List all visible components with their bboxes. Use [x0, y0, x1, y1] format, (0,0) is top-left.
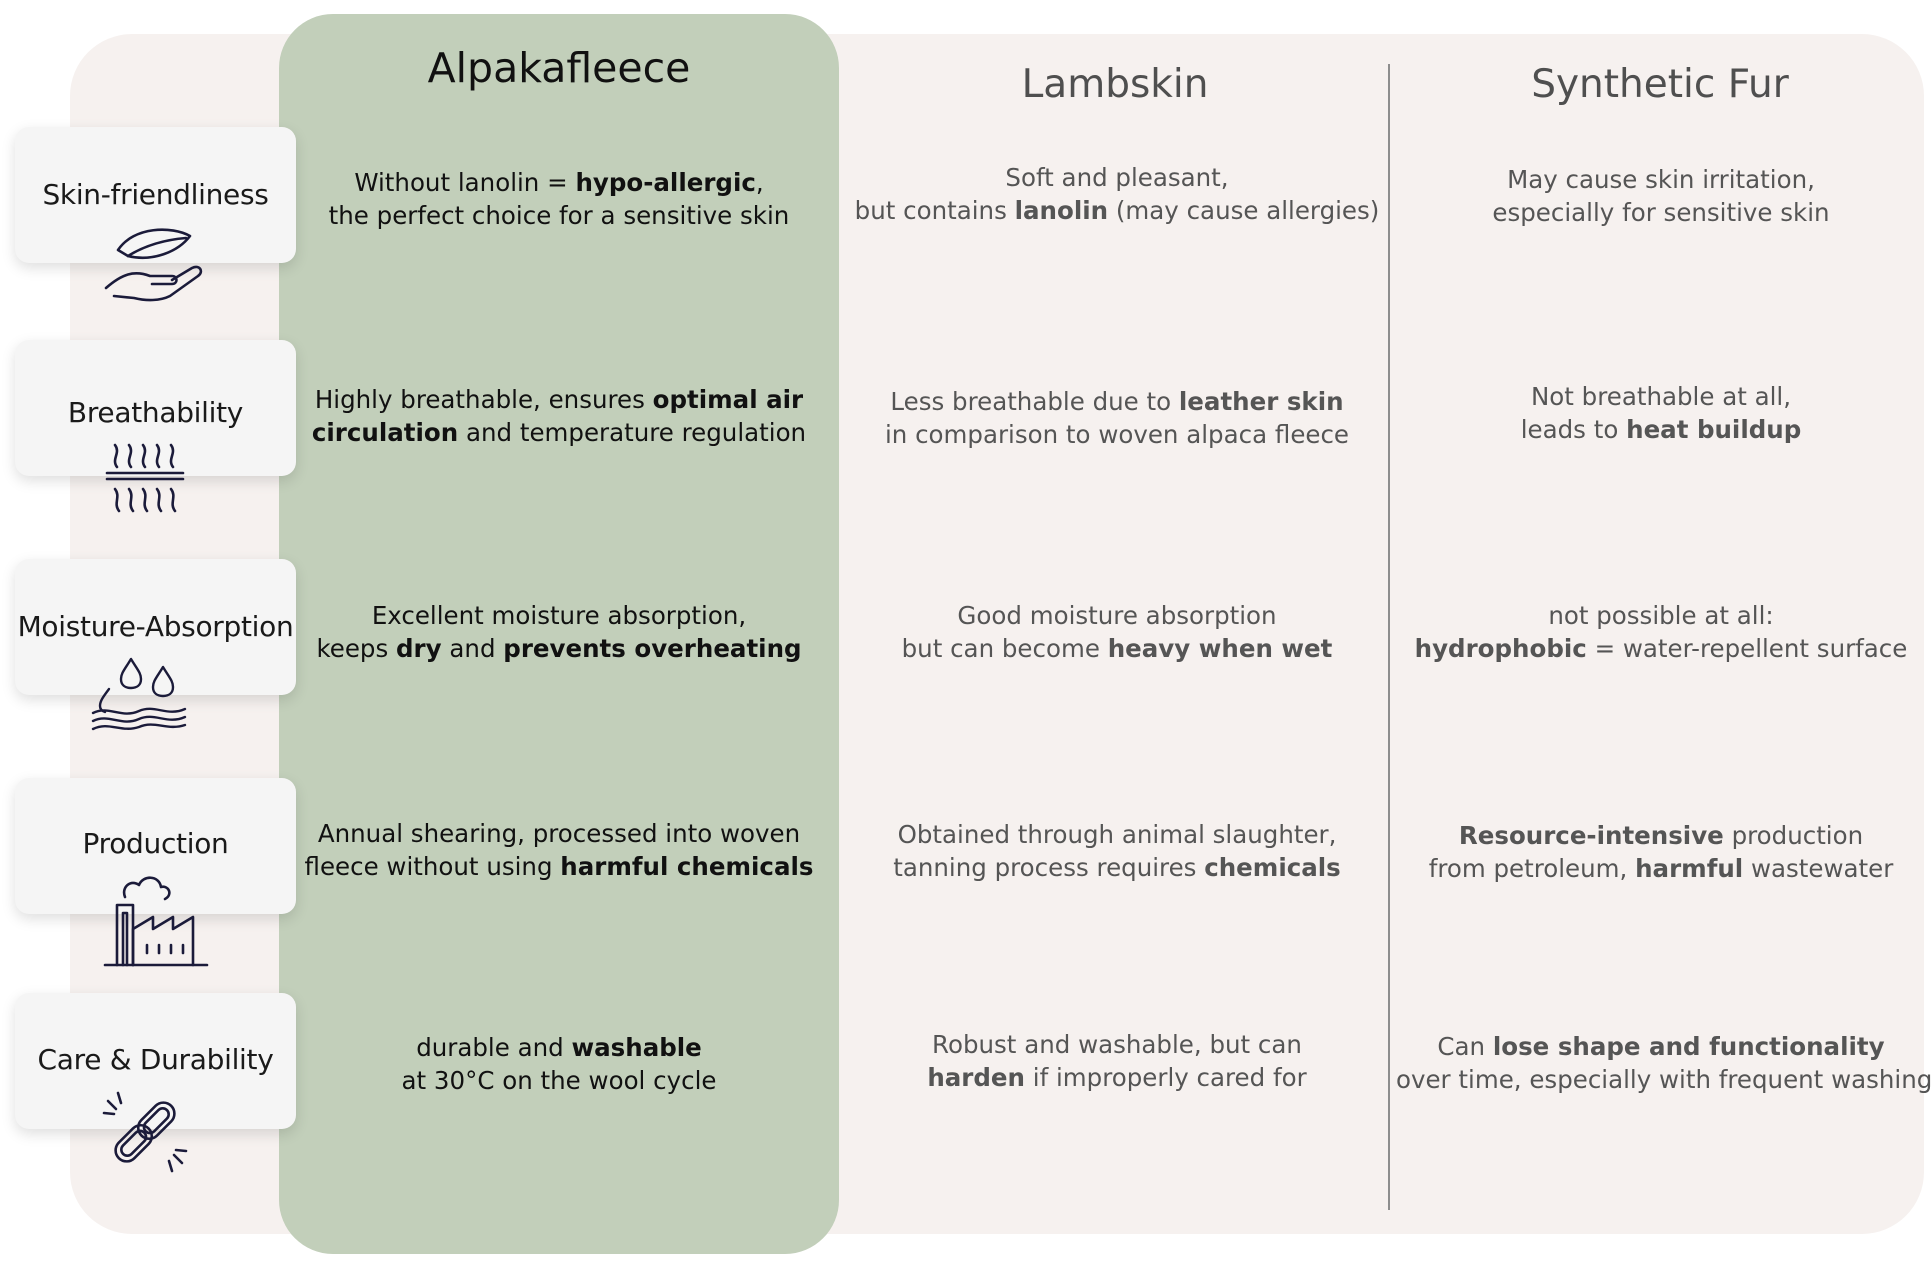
cell-text: Highly breathable, ensures: [314, 385, 653, 414]
header-alpakafleece: Alpakafleece: [427, 44, 691, 92]
cell-text: production: [1723, 821, 1864, 850]
cell-alpaca-moisture-absorption: [279, 599, 839, 665]
cell-text-bold: harden: [927, 1063, 1025, 1093]
cell-text-bold: hypo-allergic: [575, 168, 756, 197]
cell-line: [279, 817, 839, 850]
category-label-care-durability: Care & Durability: [37, 1043, 274, 1076]
cell-text-bold: chemicals: [1204, 853, 1341, 883]
column-divider: [1388, 64, 1390, 1210]
cell-text: but can become: [901, 634, 1108, 664]
chain-link-icon: [100, 1087, 190, 1177]
cell-text: Good moisture absorption: [957, 601, 1277, 630]
cell-text: keeps: [316, 634, 397, 664]
cell-text-bold: heavy when wet: [1107, 634, 1333, 664]
cell-text: Without lanolin =: [354, 168, 576, 197]
cell-lambskin-moisture-absorption: [852, 599, 1382, 665]
cell-text: Can: [1437, 1032, 1493, 1061]
cell-line: [852, 599, 1382, 632]
cell-line: [1396, 819, 1926, 852]
cell-text: if improperly cared for: [1024, 1063, 1307, 1093]
cell-text: (may cause allergies): [1108, 196, 1380, 226]
cell-text: Robust and washable, but can: [932, 1030, 1302, 1059]
cell-line: [1396, 413, 1926, 446]
cell-line: [1396, 599, 1926, 632]
factory-icon: [103, 869, 211, 969]
cell-synthetic-breathability: [1396, 380, 1926, 446]
cell-line: [1396, 196, 1926, 229]
cell-text: Excellent moisture absorption,: [371, 601, 747, 630]
cell-text: Less breathable due to: [890, 387, 1179, 416]
cell-text: Soft and pleasant,: [1005, 163, 1229, 192]
category-label-production: Production: [82, 827, 229, 860]
cell-line: [852, 385, 1382, 418]
cell-text: from petroleum,: [1428, 854, 1636, 884]
cell-text: fleece without using: [304, 852, 561, 882]
cell-text: durable and: [416, 1033, 572, 1062]
cell-text: and temperature regulation: [458, 418, 807, 448]
cell-line: [1396, 852, 1926, 885]
cell-text: leads to: [1520, 415, 1627, 445]
cell-alpaca-breathability: [279, 383, 839, 449]
cell-text: wastewater: [1743, 854, 1894, 884]
cell-line: [1396, 632, 1926, 665]
cell-text-bold: hydrophobic: [1414, 634, 1587, 664]
cell-text-bold: harmful: [1635, 854, 1744, 884]
category-label-skin-friendliness: Skin-friendliness: [42, 178, 269, 211]
header-lambskin: Lambskin: [1021, 62, 1209, 107]
cell-lambskin-care-durability: [852, 1028, 1382, 1094]
cell-text: but contains: [854, 196, 1015, 226]
cell-synthetic-production: [1396, 819, 1926, 885]
cell-text-bold: lose shape and functionality: [1492, 1032, 1885, 1061]
cell-text: ,: [755, 168, 764, 197]
cell-alpaca-care-durability: [279, 1031, 839, 1097]
cell-synthetic-moisture-absorption: [1396, 599, 1926, 665]
cell-text-bold: leather skin: [1178, 387, 1344, 416]
cell-line: [852, 1028, 1382, 1061]
cell-text: Annual shearing, processed into woven: [317, 819, 801, 848]
cell-line: [1396, 1030, 1926, 1063]
cell-lambskin-production: [852, 818, 1382, 884]
cell-text-bold: circulation: [311, 418, 459, 448]
cell-text: the perfect choice for a sensitive skin: [328, 201, 790, 231]
category-label-breathability: Breathability: [67, 396, 244, 429]
cell-line: [852, 851, 1382, 884]
cell-text: over time, especially with frequent washing: [1396, 1065, 1932, 1095]
cell-line: [279, 416, 839, 449]
cell-text: Not breathable at all,: [1530, 382, 1792, 411]
cell-synthetic-skin-friendliness: [1396, 163, 1926, 229]
cell-line: [279, 1031, 839, 1064]
cell-text-bold: dry: [396, 634, 442, 664]
cell-alpaca-production: [279, 817, 839, 883]
cell-line: [852, 194, 1382, 227]
cell-alpaca-skin-friendliness: [279, 166, 839, 232]
category-label-moisture-absorption: Moisture-Absorption: [17, 610, 294, 643]
cell-text: especially for sensitive skin: [1492, 198, 1830, 228]
cell-text-bold: heat buildup: [1626, 415, 1802, 445]
header-synthetic-fur: Synthetic Fur: [1531, 62, 1789, 107]
cell-lambskin-breathability: [852, 385, 1382, 451]
cell-line: [279, 599, 839, 632]
cell-synthetic-care-durability: [1396, 1030, 1932, 1096]
cell-text: Obtained through animal slaughter,: [897, 820, 1337, 849]
cell-text-bold: optimal air: [652, 385, 804, 414]
cell-text: May cause skin irritation,: [1507, 165, 1815, 194]
cell-line: [852, 161, 1382, 194]
cell-text: and: [441, 634, 504, 664]
cell-line: [852, 632, 1382, 665]
cell-line: [279, 1064, 839, 1097]
cell-line: [852, 818, 1382, 851]
cell-line: [1396, 163, 1926, 196]
cell-text: at 30°C on the wool cycle: [401, 1066, 717, 1096]
cell-text: not possible at all:: [1548, 601, 1774, 630]
cell-line: [852, 418, 1382, 451]
cell-text-bold: prevents overheating: [503, 634, 802, 664]
cell-line: [852, 1061, 1382, 1094]
cell-text-bold: harmful chemicals: [560, 852, 814, 882]
cell-text-bold: lanolin: [1014, 196, 1109, 226]
cell-line: [1396, 1063, 1932, 1096]
cell-line: [279, 166, 839, 199]
cell-text: = water-repellent surface: [1586, 634, 1908, 664]
cell-text-bold: washable: [571, 1033, 702, 1062]
cell-line: [279, 199, 839, 232]
hand-leaf-icon: [100, 222, 210, 304]
cell-lambskin-skin-friendliness: [852, 161, 1382, 227]
cell-line: [279, 632, 839, 665]
cell-text-bold: Resource-intensive: [1458, 821, 1724, 850]
cell-line: [279, 850, 839, 883]
cell-line: [1396, 380, 1926, 413]
cell-text: in comparison to woven alpaca fleece: [884, 420, 1350, 450]
cell-line: [279, 383, 839, 416]
cell-text: tanning process requires: [893, 853, 1205, 883]
breathable-fabric-icon: [103, 437, 187, 517]
water-drops-icon: [85, 653, 195, 731]
